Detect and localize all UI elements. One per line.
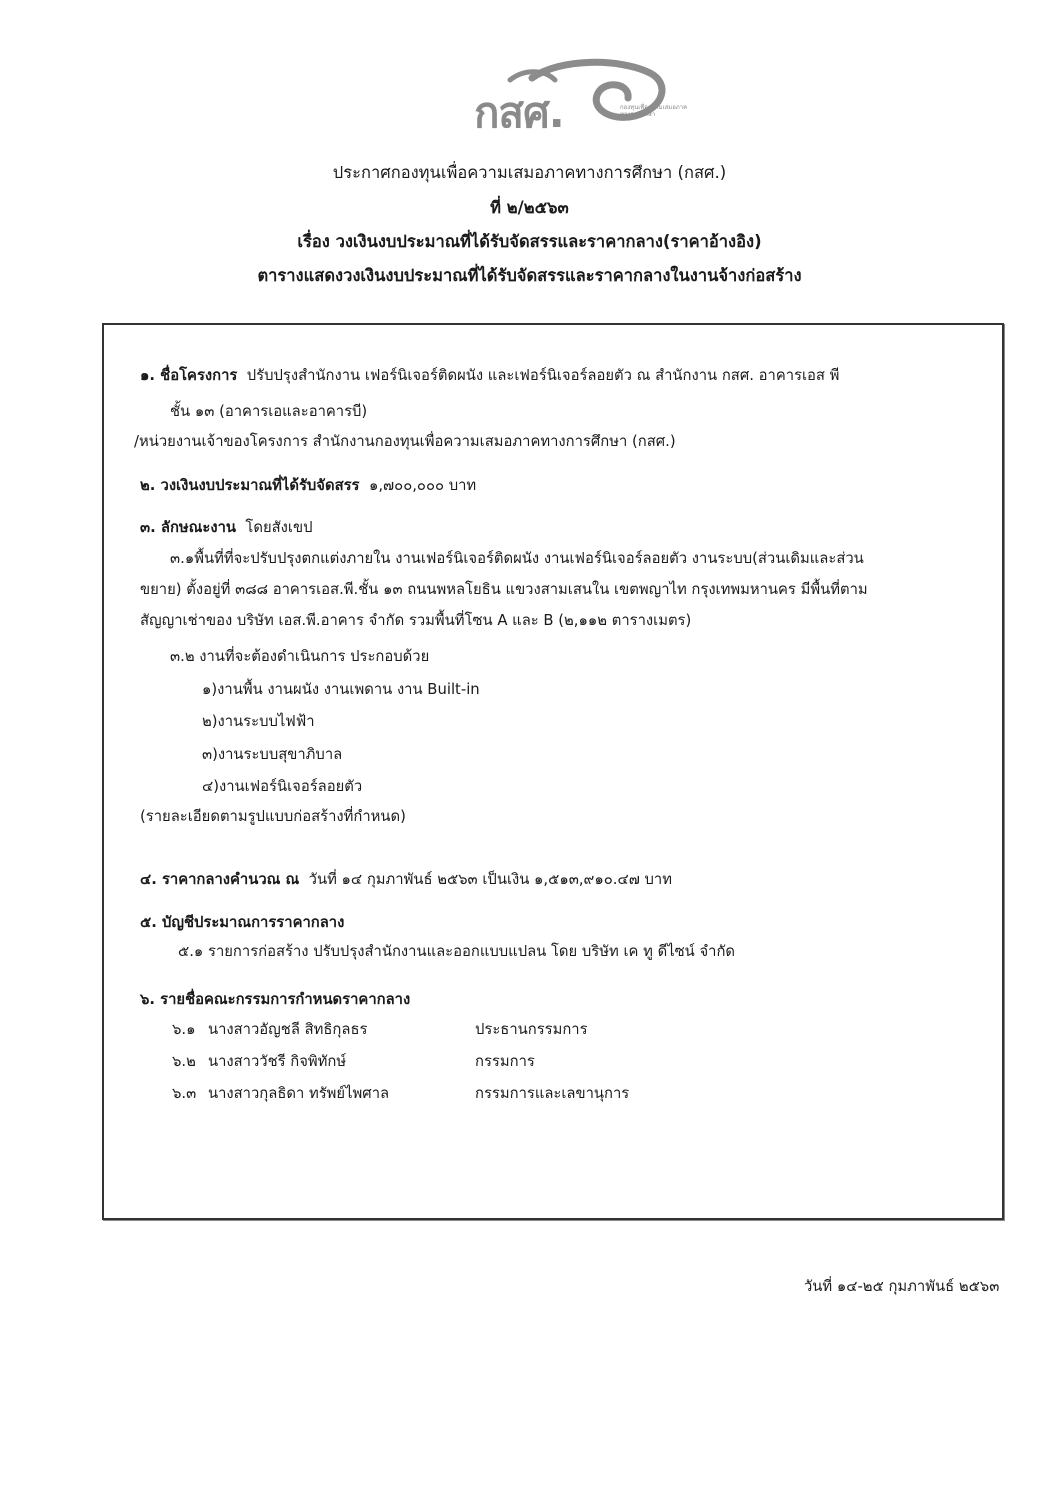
logo-wordmark: กสศ. bbox=[474, 88, 564, 137]
announcement-date: วันที่ ๑๔-๒๕ กุมภาพันธ์ ๒๕๖๓ bbox=[804, 1278, 1000, 1295]
section2-label: ๒. วงเงินงบประมาณที่ได้รับจัดสรร bbox=[140, 477, 360, 494]
announcement-title: ประกาศกองทุนเพื่อความเสมอภาคทางการศึกษา (กสศ.) bbox=[332, 163, 727, 182]
section3-item-1: ๑)งานพื้น งานผนัง งานเพดาน งาน Built-in bbox=[202, 681, 480, 698]
section4-label: ๔. ราคากลางคำนวณ ณ bbox=[140, 871, 300, 888]
section3-p2: ๓.๒ งานที่จะต้องดำเนินการ ประกอบด้วย bbox=[170, 648, 430, 665]
section3-item-4: ๔)งานเฟอร์นิเจอร์ลอยตัว bbox=[202, 778, 363, 795]
member-no: ๖.๓ bbox=[172, 1085, 197, 1102]
table-title: ตารางแสดงวงเงินงบประมาณที่ได้รับจัดสรรและราคากลางในงานจ้างก่อสร้าง bbox=[257, 266, 802, 285]
section6-label: ๖. รายชื่อคณะกรรมการกำหนดราคากลาง bbox=[140, 991, 411, 1008]
section1-line bbox=[140, 366, 839, 386]
section2-value: ๑,๗๐๐,๐๐๐ บาท bbox=[368, 477, 477, 494]
section3-line bbox=[140, 518, 312, 538]
section4-value: วันที่ ๑๔ กุมภาพันธ์ ๒๕๖๓ เป็นเงิน ๑,๕๑๓,๙๑๐.๔๗ บาท bbox=[308, 871, 672, 888]
member-role: ประธานกรรมการ bbox=[475, 1021, 588, 1038]
section5-label: ๕. บัญชีประมาณการราคากลาง bbox=[140, 914, 345, 931]
member-name: นางสาววัชรี กิจพิทักษ์ bbox=[208, 1053, 347, 1070]
section3-value: โดยสังเขป bbox=[245, 519, 313, 536]
section1-owner: /หน่วยงานเจ้าของโครงการ สำนักงานกองทุนเพื่อความเสมอภาคทางการศึกษา (กสศ.) bbox=[134, 433, 676, 450]
member-role: กรรมการและเลขานุการ bbox=[475, 1085, 630, 1102]
announcement-subject: เรื่อง วงเงินงบประมาณที่ได้รับจัดสรรและราคากลาง(ราคาอ้างอิง) bbox=[297, 232, 762, 251]
member-no: ๖.๑ bbox=[172, 1021, 196, 1038]
member-name: นางสาวกุลธิดา ทรัพย์ไพศาล bbox=[208, 1085, 390, 1102]
section5-item: ๕.๑ รายการก่อสร้าง ปรับปรุงสำนักงานและออกแบบแปลน โดย บริษัท เค ทู ดีไซน์ จำกัด bbox=[178, 943, 736, 960]
section3-item-3: ๓)งานระบบสุขาภิบาล bbox=[202, 746, 343, 763]
member-name: นางสาวอัญชลี สิทธิกุลธร bbox=[208, 1021, 368, 1038]
section1-text: ปรับปรุงสำนักงาน เฟอร์นิเจอร์ติดผนัง และเฟอร์นิเจอร์ลอยตัว ณ สำนักงาน กสศ. อาคารเอส พี bbox=[246, 367, 840, 384]
announcement-number: ที่ ๒/๒๕๖๓ bbox=[490, 198, 569, 217]
section4-line bbox=[140, 870, 672, 890]
section3-note: (รายละเอียดตามรูปแบบก่อสร้างที่กำหนด) bbox=[140, 808, 406, 825]
member-role: กรรมการ bbox=[475, 1053, 535, 1070]
section1-label: ๑. ชื่อโครงการ bbox=[140, 367, 238, 384]
member-no: ๖.๒ bbox=[172, 1053, 196, 1070]
section1-cont: ชั้น ๑๓ (อาคารเอและอาคารบี) bbox=[170, 403, 368, 420]
section3-p1-line1: ๓.๑พื้นที่ที่จะปรับปรุงตกแต่งภายใน งานเฟอร์นิเจอร์ติดผนัง งานเฟอร์นิเจอร์ลอยตัว งานระบบ(ส่วนเดิมและส่วน bbox=[170, 550, 864, 567]
section3-label: ๓. ลักษณะงาน bbox=[140, 519, 236, 536]
section3-item-2: ๒)งานระบบไฟฟ้า bbox=[202, 713, 315, 730]
logo-subtitle: กองทุนเพื่อความเสมอภาคทางการศึกษา bbox=[620, 104, 688, 118]
section2-line bbox=[140, 476, 476, 496]
section3-p1-line3: สัญญาเช่าของ บริษัท เอส.พี.อาคาร จำกัด รวมพื้นที่โซน A และ B (๒,๑๑๒ ตารางเมตร) bbox=[140, 612, 692, 629]
section3-p1-line2: ขยาย) ตั้งอยู่ที่ ๓๘๘ อาคารเอส.พี.ชั้น ๑๓ ถนนพหลโยธิน แขวงสามเสนใน เขตพญาไท กรุงเทพมหานคร มีพื้นที่ตาม bbox=[140, 581, 868, 598]
